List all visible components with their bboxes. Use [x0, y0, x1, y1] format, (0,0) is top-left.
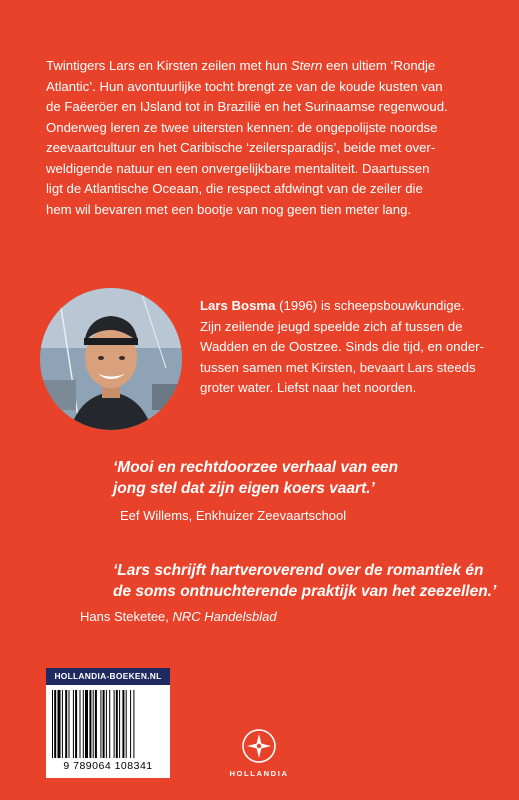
blurb-line: hem wil bevaren met een bootje van nog geen tien meter lang. [46, 201, 412, 217]
author-bio-line: groter water. Liefst naar het noorden. [200, 380, 417, 395]
newspaper-name: NRC Handelsblad [172, 609, 277, 624]
author-bio [200, 296, 490, 399]
quote-line: ‘Mooi en rechtdoorzee verhaal van een [113, 459, 399, 476]
author-bio-line: Zijn zeilende jeugd speelde zich af tussen de [200, 318, 463, 334]
blurb [46, 56, 486, 220]
compass-rose-icon [241, 728, 277, 764]
quote-attribution: Eef Willems, Enkhuizer Zeevaartschool [120, 508, 347, 523]
blurb-line: Twintigers Lars en Kirsten zeilen met hun Stern een ultiem ‘Rondje [46, 58, 436, 73]
quote-line: de soms ontnuchterende praktijk van het zeezellen.’ [113, 582, 497, 600]
author-bio-line: Lars Bosma (1996) is scheepsbouwkundige. [200, 298, 465, 313]
author-bio-line: tussen samen met Kirsten, bevaart Lars steeds [200, 359, 476, 375]
quote-attribution: Hans Steketee, NRC Handelsblad [80, 609, 277, 624]
quote-line: jong stel dat zijn eigen koers vaart.’ [113, 479, 375, 497]
blurb-line: ligt de Atlantische Oceaan, die respect afdwingt van de zeiler die [46, 181, 423, 196]
review-quote [113, 458, 493, 499]
isbn-number: 9 789064 108341 [63, 760, 153, 772]
blurb-line: zeevaartcultuur en het Caribische ‘zeilersparadijs’, beide met over- [46, 140, 436, 155]
review-quote [113, 561, 497, 602]
author-photo [40, 288, 182, 430]
publisher-name: HOLLANDIA [229, 769, 289, 778]
boat-name: Stern [290, 58, 323, 73]
barcode-panel [46, 668, 170, 778]
blurb-line: weldigende natuur en een onvergelijkbare mentaliteit. Daartussen [46, 160, 430, 176]
quote-line: ‘Lars schrijft hartveroverend over de romantiek én [113, 562, 484, 579]
blurb-line: Atlantic’. Hun avontuurlijke tocht brengt ze van de koude kusten van [46, 78, 443, 94]
publisher-url: HOLLANDIA-BOEKEN.NL [46, 668, 170, 685]
isbn-barcode [52, 690, 164, 760]
blurb-line: Onderweg leren ze twee uitersten kennen: de ongepolijste noordse [46, 119, 438, 135]
author-bio-line: Wadden en de Oostzee. Sinds die tijd, en onder- [200, 339, 484, 354]
author-name: Lars Bosma [200, 298, 276, 313]
blurb-line: de Faëeröer en IJsland tot in Brazilië en het Surinaamse regenwoud. [46, 99, 448, 114]
